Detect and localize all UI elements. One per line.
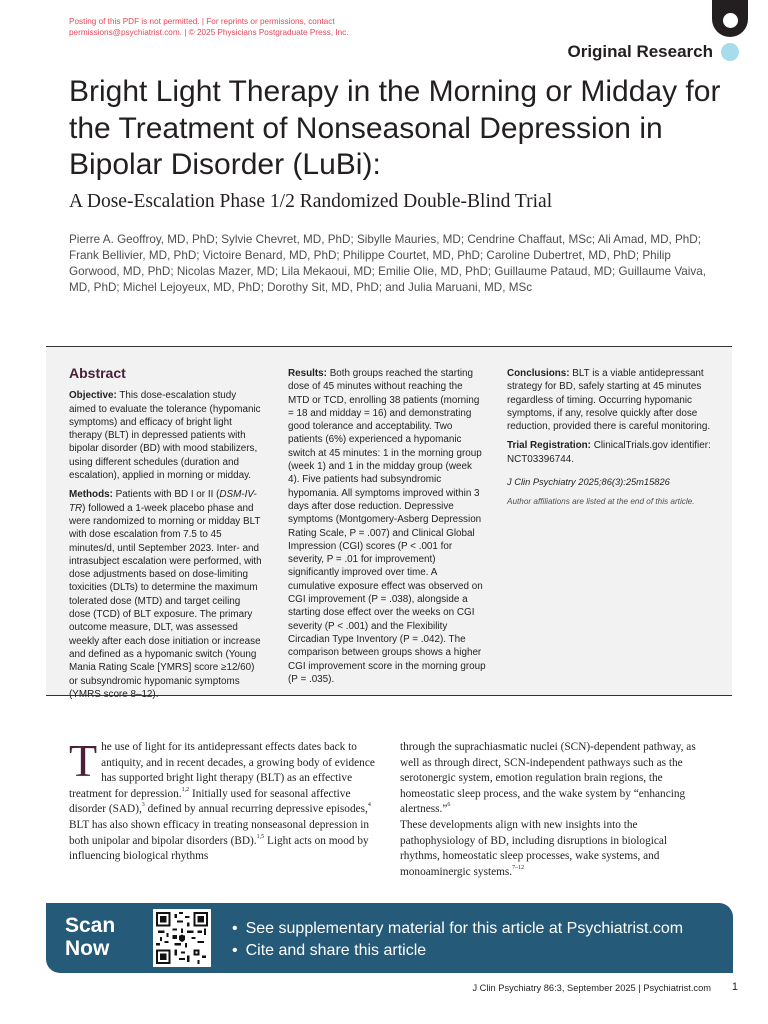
tab-dot-icon xyxy=(723,13,738,28)
article-subtitle: A Dose-Escalation Phase 1/2 Randomized Double-Blind Trial xyxy=(69,191,553,212)
methods-label: Methods: xyxy=(69,489,113,501)
body-text-1d: BLT has also shown efficacy in treating nonseasonal depression in both unipolar and bipolar disorders (BD). xyxy=(69,818,370,847)
abstract-column-3 xyxy=(507,367,712,509)
article-title: Bright Light Therapy in the Morning or Midday for the Treatment of Nonseasonal Depression in Bipolar Disorder (LuBi): xyxy=(69,75,721,181)
objective-text: This dose-escalation study aimed to evaluate the tolerance (hypomanic symptoms) and efficacy of bright light therapy (BLT) in depressed patients with bipolar disorder (BD) with mood stabilizers, using different schedules (duration and escalation), applied in morning or midday. xyxy=(69,390,261,482)
ref-4[interactable]: 1,5 xyxy=(256,833,265,840)
abstract-objective xyxy=(69,389,264,482)
page-number: 1 xyxy=(731,981,738,993)
qr-code-icon[interactable] xyxy=(153,909,211,967)
author-list: Pierre A. Geoffroy, MD, PhD; Sylvie Chevret, MD, PhD; Sibylle Mauries, MD; Cendrine Chaffaut, MSc; Ali Amad, MD, PhD; Frank Bellivier, MD, PhD; Victoire Benard, MD, PhD; Philippe Courtet, MD, PhD; Caroline Dubertret, MD, PhD; Philip Gorwood, MD, PhD; Nicolas Mazer, MD; Lila Mekaoui, MD; Emilie Olie, MD, PhD; Guillaume Pataud, MD; Guillaume Vaiva, MD, PhD; Michel Lejoyeux, MD, PhD; Dorothy Sit, MD, PhD; and Julia Maruani, MD, MSc xyxy=(69,233,706,294)
abstract-heading: Abstract xyxy=(69,365,126,381)
body-text-1b: Initially used for seasonal affective disorder (SAD), xyxy=(69,787,351,816)
registration-text: ClinicalTrials.gov identifier: NCT03396744. xyxy=(507,440,711,465)
body-text-1c: defined by annual recurring depressive episodes, xyxy=(144,803,368,816)
ref-3[interactable]: 4 xyxy=(367,802,371,809)
qr-code-graphic xyxy=(156,912,208,964)
abstract-methods xyxy=(69,488,264,701)
results-label: Results: xyxy=(288,368,327,379)
scan-now-banner xyxy=(46,903,733,973)
methods-text-a: Patients with BD I or II ( xyxy=(112,489,220,501)
ref-2[interactable]: 3 xyxy=(141,802,145,809)
journal-footer: J Clin Psychiatry 86:3, September 2025 | Psychiatrist.com xyxy=(472,983,711,993)
abstract-box xyxy=(46,346,732,700)
ref-1[interactable]: 1,2 xyxy=(181,786,190,793)
abstract-results xyxy=(288,367,486,686)
ref-6[interactable]: 7–12 xyxy=(512,864,525,871)
abstract-column-2 xyxy=(288,367,486,692)
body-text-1e: Light acts on mood by influencing biological rhythms xyxy=(69,834,369,863)
registration-label: Trial Registration: xyxy=(507,440,591,452)
notice-line-1: Posting of this PDF is not permitted. | For reprints or permissions, contact xyxy=(69,17,335,26)
conclusions-label: Conclusions: xyxy=(507,368,570,379)
scan-now-label: Scan Now xyxy=(65,914,116,960)
body-text-3: These developments align with new insights into the pathophysiology of BD, including disruptions in biological rhythms, homeostatic sleep processes, wake systems, and monoaminergic systems. xyxy=(400,818,668,878)
section-dot-icon xyxy=(721,43,739,61)
journal-tab-icon xyxy=(712,0,748,37)
body-text-1: he use of light for its antidepressant effects dates back to antiquity, and in recent decades, a growing body of evidence has supported bright light therapy (BLT) as an effective treatment for depression. xyxy=(69,741,375,800)
objective-label: Objective: xyxy=(69,390,117,402)
methods-text-b: ) followed a 1-week placebo phase and were randomized to morning or midday BLT with dose escalation from 7.5 to 45 minutes/d, until September 2023. Inter- and intrasubject escalation were performed, with dose adjustments based on dose-limiting toxicities (DLTs) to determine the maximum tolerated dose (MTD) and target ceiling dose (TCD) of BLT exposure. The primary outcome measure, DLT, was assessed weekly after each dose initiation or increase and defined as a hypomanic switch (Young Mania Rating Scale [YMRS] score ≥12/60) or subsyndromic hypomanic symptoms (YMRS score 8–12). xyxy=(69,502,262,700)
article-citation: J Clin Psychiatry 2025;86(3):25m15826 xyxy=(507,477,670,488)
methods-dsm: DSM-IV-TR xyxy=(69,489,257,514)
banner-list xyxy=(232,918,683,962)
copyright-notice xyxy=(69,16,399,38)
drop-cap: T xyxy=(69,735,98,786)
body-text-2: through the suprachiasmatic nuclei (SCN)-dependent pathway, as well as through direct, SCN-independent pathways such as the serotonergic system, emotion regulation brain regions, the homeostatic sleep process, and the wake system by “enhancing alertness.” xyxy=(400,741,696,816)
notice-line-2: permissions@psychiatrist.com. | © 2025 Physicians Postgraduate Press, Inc. xyxy=(69,28,349,37)
abstract-column-1 xyxy=(69,367,264,707)
banner-item-supplementary[interactable]: • See supplementary material for this article at Psychiatrist.com xyxy=(232,918,683,940)
abstract-registration xyxy=(507,439,712,466)
body-column-2 xyxy=(400,740,700,880)
section-label: Original Research xyxy=(567,42,713,61)
abstract-conclusions xyxy=(507,367,712,433)
affiliations-note: Author affiliations are listed at the end of this article. xyxy=(507,497,695,507)
results-text: Both groups reached the starting dose of 45 minutes without reaching the MTD or TCD, enrolling 38 patients (morning = 18 and midday = 16) and demonstrating good tolerance and acceptability. Two patients (6%) experienced a hypomanic switch at 45 minutes: 1 in the morning group (week 1) and 1 in the midday group (week 4). Five patients had subsyndromic hypomania. All symptoms improved within 3 days after dose reduction. Depressive symptoms (Montgomery-Asberg Depression Rating Scale, P = .007) and Clinical Global Impression (CGI) scores (P < .001 for severity, P = .01 for improvement) significantly improved over time. A cumulative exposure effect was observed on CGI improvement (P = .038), alongside a starting dose effect over the weeks on CGI severity (P < .001) and the Flexibility Circadian Type Inventory (P = .042). The comparison between groups shows a higher CGI improvement score in the morning group (P = .035). xyxy=(288,368,486,685)
banner-item-cite-share[interactable]: • Cite and share this article xyxy=(232,940,683,962)
conclusions-text: BLT is a viable antidepressant strategy for BD, safely starting at 45 minutes regardless of timing. Occurring hypomanic symptoms, if any, resolve quickly after dose reduction, provided there is careful monitoring. xyxy=(507,368,711,433)
body-column-1 xyxy=(69,735,375,865)
ref-5[interactable]: 6 xyxy=(447,802,451,809)
